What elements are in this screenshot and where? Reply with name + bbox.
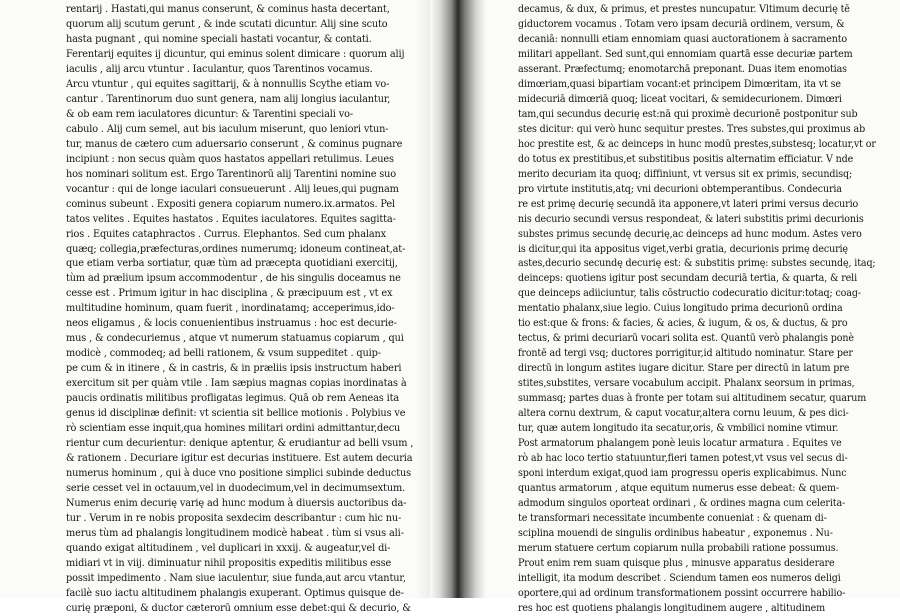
left-page xyxy=(0,0,440,614)
text-line: quorum alij scutum gerunt , & inde scutati dicuntur. Alij sine scuto xyxy=(66,17,388,30)
text-line: midecuriā dimœriā quoq; liceat vocitari, & semidecurionem. Dimœri xyxy=(518,92,842,105)
text-line: possit impedimento . Nam siue iaculentur, siue funda,aut arcu vtantur, xyxy=(66,571,406,584)
text-line: Prout enim rem suam quisque plus , minusve apparatus desiderare xyxy=(518,556,835,569)
text-line: Numerus enim decurię varię ad hunc modum à diuersis auctoribus da- xyxy=(66,496,407,509)
text-line: tùm ad prælium ipsum accommodentur , de his singulis doceamus ne xyxy=(66,272,401,285)
text-line: summasq; partes duas à fronte per totam sui altitudinem secatur, quarum xyxy=(518,392,867,405)
text-line: quæq; collegia,præfecturas,ordines numerumq; idoneum contineat,at- xyxy=(66,242,406,255)
text-line: re est primę decurię secundā ita apponere,vt lateri primi versus decurio xyxy=(518,197,859,210)
text-line: neos eligamus , & locis conuenientibus instruamus : hoc est decurie- xyxy=(66,317,397,330)
text-line: oportere,qui ad ordinum transformationem possint occurrere habilio- xyxy=(518,586,846,599)
text-line: merum statuere certum copiarum nulla probabili ratione possumus. xyxy=(518,541,839,554)
text-line: do totus ex prestitibus,et substitibus positis alternatim efficiatur. V nde xyxy=(518,152,854,165)
text-line: multitudine hominum, quam fuerit , inordinatamq; acceperimus,ido- xyxy=(66,302,395,315)
text-line: Post armatorum phalangem ponè leuis locatur armatura . Equites ve xyxy=(518,437,842,450)
text-line: rios . Equites cataphractos . Currus. Elephantos. Sed cum phalanx xyxy=(66,227,387,240)
text-line: pro virtute institutis,atq; vni decurioni obtemperantibus. Condecuria xyxy=(518,182,842,195)
text-line: quantus armatorum , atque equitum numerus esse debeat: & quem- xyxy=(518,482,839,494)
text-line: quando exigat altitudinem , vel duplicari in xxxij. & augeatur,vel di- xyxy=(66,541,391,554)
text-line: substes primus secundę decurię,ac deinceps ad hunc modum. Astes vero xyxy=(518,227,862,240)
text-line: tectus, & primi decuriarū vocari solita est. Quantū verò phalangis ponè xyxy=(518,332,854,345)
text-line: serie cesset vel in octauum,vel in duodecimum,vel in decimumsextum. xyxy=(66,482,406,494)
text-line: paucis ordinatis militibus profligatas legimus. Quā ob rem Aeneas ita xyxy=(66,392,400,405)
text-line: militari appellant. Sed sunt,qui ennomiam quartā esse decuriæ partem xyxy=(518,47,853,60)
text-line: rientur cum decurientur: denique aptentur, & erudiantur ad belli vsum , xyxy=(66,437,414,450)
text-line: cominus subeunt . Expositi genera copiarum numero.ix.armatos. Pel xyxy=(66,197,396,210)
text-line: & rationem . Decuriare igitur est decurias instituere. Est autem decuria xyxy=(66,452,413,465)
text-line: cesse est . Primum igitur in hac disciplina , & præcipuum est , vt ex xyxy=(66,287,393,300)
text-line: mus , & condecuriemus , atque vt numerum statuamus copiarum , qui xyxy=(66,332,404,345)
text-line: deinceps: quotiens igitur post secundam decuriā tertia, & quarta, & reli xyxy=(518,272,857,285)
text-line: tur, manus de cætero cum aduersario conserunt , & cominus pugnare xyxy=(66,137,403,150)
text-line: pe cum & in itinere , & in castris, & in præliis ipsis instructum haberi xyxy=(66,362,402,375)
text-line: Arcu vtuntur , qui equites sagittarij, & à nonnullis Scythe etiam vo- xyxy=(66,77,390,90)
text-line: astes,decurio secundę decurię est: & substitis primę: substes secundę, itaq; xyxy=(518,257,876,270)
text-line: Ferentarij equites ij dicuntur, qui eminus solent dimicare : quorum alij xyxy=(66,47,405,60)
text-line: merus tùm ad phalangis longitudinem modicè habeat . tùm si vsus ali- xyxy=(66,526,404,539)
text-line: admodum singulos oporteat ordinari , & ordines magna cum celerita- xyxy=(518,496,846,509)
text-line: directū in longum astites iugare dicitur. Stare per directū in latum pre xyxy=(518,362,850,375)
text-line: numerus hominum , qui à duce vno positione simplici subinde deductus xyxy=(66,467,412,480)
text-line: iaculis , alij arcu vtuntur . Iaculantur, quos Tarentinos vocamus. xyxy=(66,62,373,75)
text-line: cantur . Tarentinorum duo sunt genera, nam alij longius iaculantur, xyxy=(66,92,391,105)
text-line: facilè suo iactu altitudinem phalangis exuperant. Optimus quisque de- xyxy=(66,586,404,599)
text-line: tur, quæ autem longitudo ita secatur,oris, & vmbilici nomine vtimur. xyxy=(518,422,839,435)
text-line: incipiunt : non secus quàm quos hastatos appellari retulimus. Leues xyxy=(66,152,394,165)
text-line: rò scientiam esse inquit,qua homines militari ordini admittantur,decu xyxy=(66,422,401,435)
text-line: curię præponi, & ductor cæterorū omnium esse debet:qui & decurio, & xyxy=(66,601,411,614)
text-line: rentarij . Hastati,qui manus conserunt, & cominus hasta decertant, xyxy=(66,3,390,15)
text-line: sciplina mouendi de singulis ordinibus habeatur , exponemus . Nu- xyxy=(518,526,833,539)
text-line: hoc prestite est, & ac deinceps in hunc modū prestes,substesq; locatur,vt or xyxy=(518,137,876,150)
text-line: & ob eam rem iaculatores dicuntur: & Tarentini speciali vo- xyxy=(66,107,353,120)
text-line: is dicitur,qui ita appositus viget,verbi gratia, decurionis primę decurię xyxy=(518,242,848,255)
text-line: frontē ad tergi vsq; ductores porrigitur,id altitudo nominatur. Stare per xyxy=(518,347,853,360)
text-line: tatos velites . Equites hastatos . Equites iaculatores. Equites sagitta- xyxy=(66,212,396,225)
text-line: te transformari necessitate incumbente conueniat : & quenam di- xyxy=(518,511,827,524)
right-page xyxy=(478,0,900,614)
text-line: hos nominari solitum est. Ergo Tarentinorū alij Tarentini nomine suo xyxy=(66,167,397,180)
text-line: intelligit, ita modum describet . Sciendum tamen eos numeros deligi xyxy=(518,571,841,584)
text-line: giductorem vocamus . Totam vero ipsam decuriā ordinem, versum, & xyxy=(518,17,845,30)
text-line: decamus, & dux, & primus, et prestes nuncupatur. Vltimum decurię tē xyxy=(518,3,850,15)
text-line: que deinceps adiiciuntur, talis cōstructio codecuratio dicitur:totaq; coag- xyxy=(518,287,861,300)
text-line: stes dicitur: qui verò hunc sequitur prestes. Tres substes,qui proximus ab xyxy=(518,122,866,135)
text-line: tur . Verum in re nobis proposita sexdecim describantur : cum hic nu- xyxy=(66,511,402,524)
text-line: modicè , commodeq; ad belli rationem, & vsum suppeditet . quip- xyxy=(66,347,381,360)
text-line: genus id disciplinæ definit: vt scientia sit bellice motionis . Polybius ve xyxy=(66,407,406,420)
text-line: decaniā: nonnulli etiam ennomiam quasi auctorationem à sacramento xyxy=(518,32,848,45)
text-line: dimœriam,quasi bipartiam vocant:et principem Dimœritam, ita vt se xyxy=(518,77,841,90)
text-line: asserant. Præfectumq; enomotarchā preponant. Duas item enomotias xyxy=(518,62,847,75)
text-line: altera cornu dextrum, & caput vocatur,altera cornu leuum, & pes dici- xyxy=(518,407,849,420)
text-line: sponi interdum exigat,quod iam progressu operis explicabimus. Nunc xyxy=(518,467,847,480)
text-line: nis decurio secundi versus respondeat, & lateri substitis primi decurionis xyxy=(518,212,864,225)
text-line: rò ab hac loco tertio statuuntur,fieri tamen potest,vt vsus vel secus di- xyxy=(518,452,848,465)
text-line: vocantur : qui de longe iaculari consueuerunt . Alij leues,qui pugnam xyxy=(66,182,399,195)
right-page-text xyxy=(518,2,876,616)
text-line: midiari vt in viij. diminuatur nihil propositis expeditis militibus esse xyxy=(66,556,392,569)
text-line: cabulo . Alij cum semel, aut bis iaculum miserunt, quo leniori vtun- xyxy=(66,122,389,135)
text-line: hasta pugnant , qui nomine speciali hastati vocantur, & contati. xyxy=(66,32,372,45)
text-line: tio est:que & frons: & facies, & acies, & iugum, & os, & ductus, & pro xyxy=(518,317,848,330)
left-page-text xyxy=(66,2,413,616)
text-line: res hoc est quotiens phalangis longitudinem augere , altitudinem xyxy=(518,601,826,614)
text-line: stites,substites, versare vocabulum accipit. Phalanx seorsum in primas, xyxy=(518,377,855,390)
text-line: que etiam verba sortiatur, quæ tùm ad præcepta quotidiani exercitij, xyxy=(66,257,398,270)
text-line: mentatio phalanx,siue legio. Cuius longitudo prima decurionū ordina xyxy=(518,302,843,315)
text-line: tam,qui secundus decurię est:nā qui proximè decurionē postponitur sub xyxy=(518,107,858,120)
text-line: merito decuriam ita quoq; diffiniunt, vt versus sit ex primis, secundisq; xyxy=(518,167,853,180)
text-line: exercitum sit per quàm vtile . Iam sæpius magnas copias inordinatas à xyxy=(66,377,407,390)
